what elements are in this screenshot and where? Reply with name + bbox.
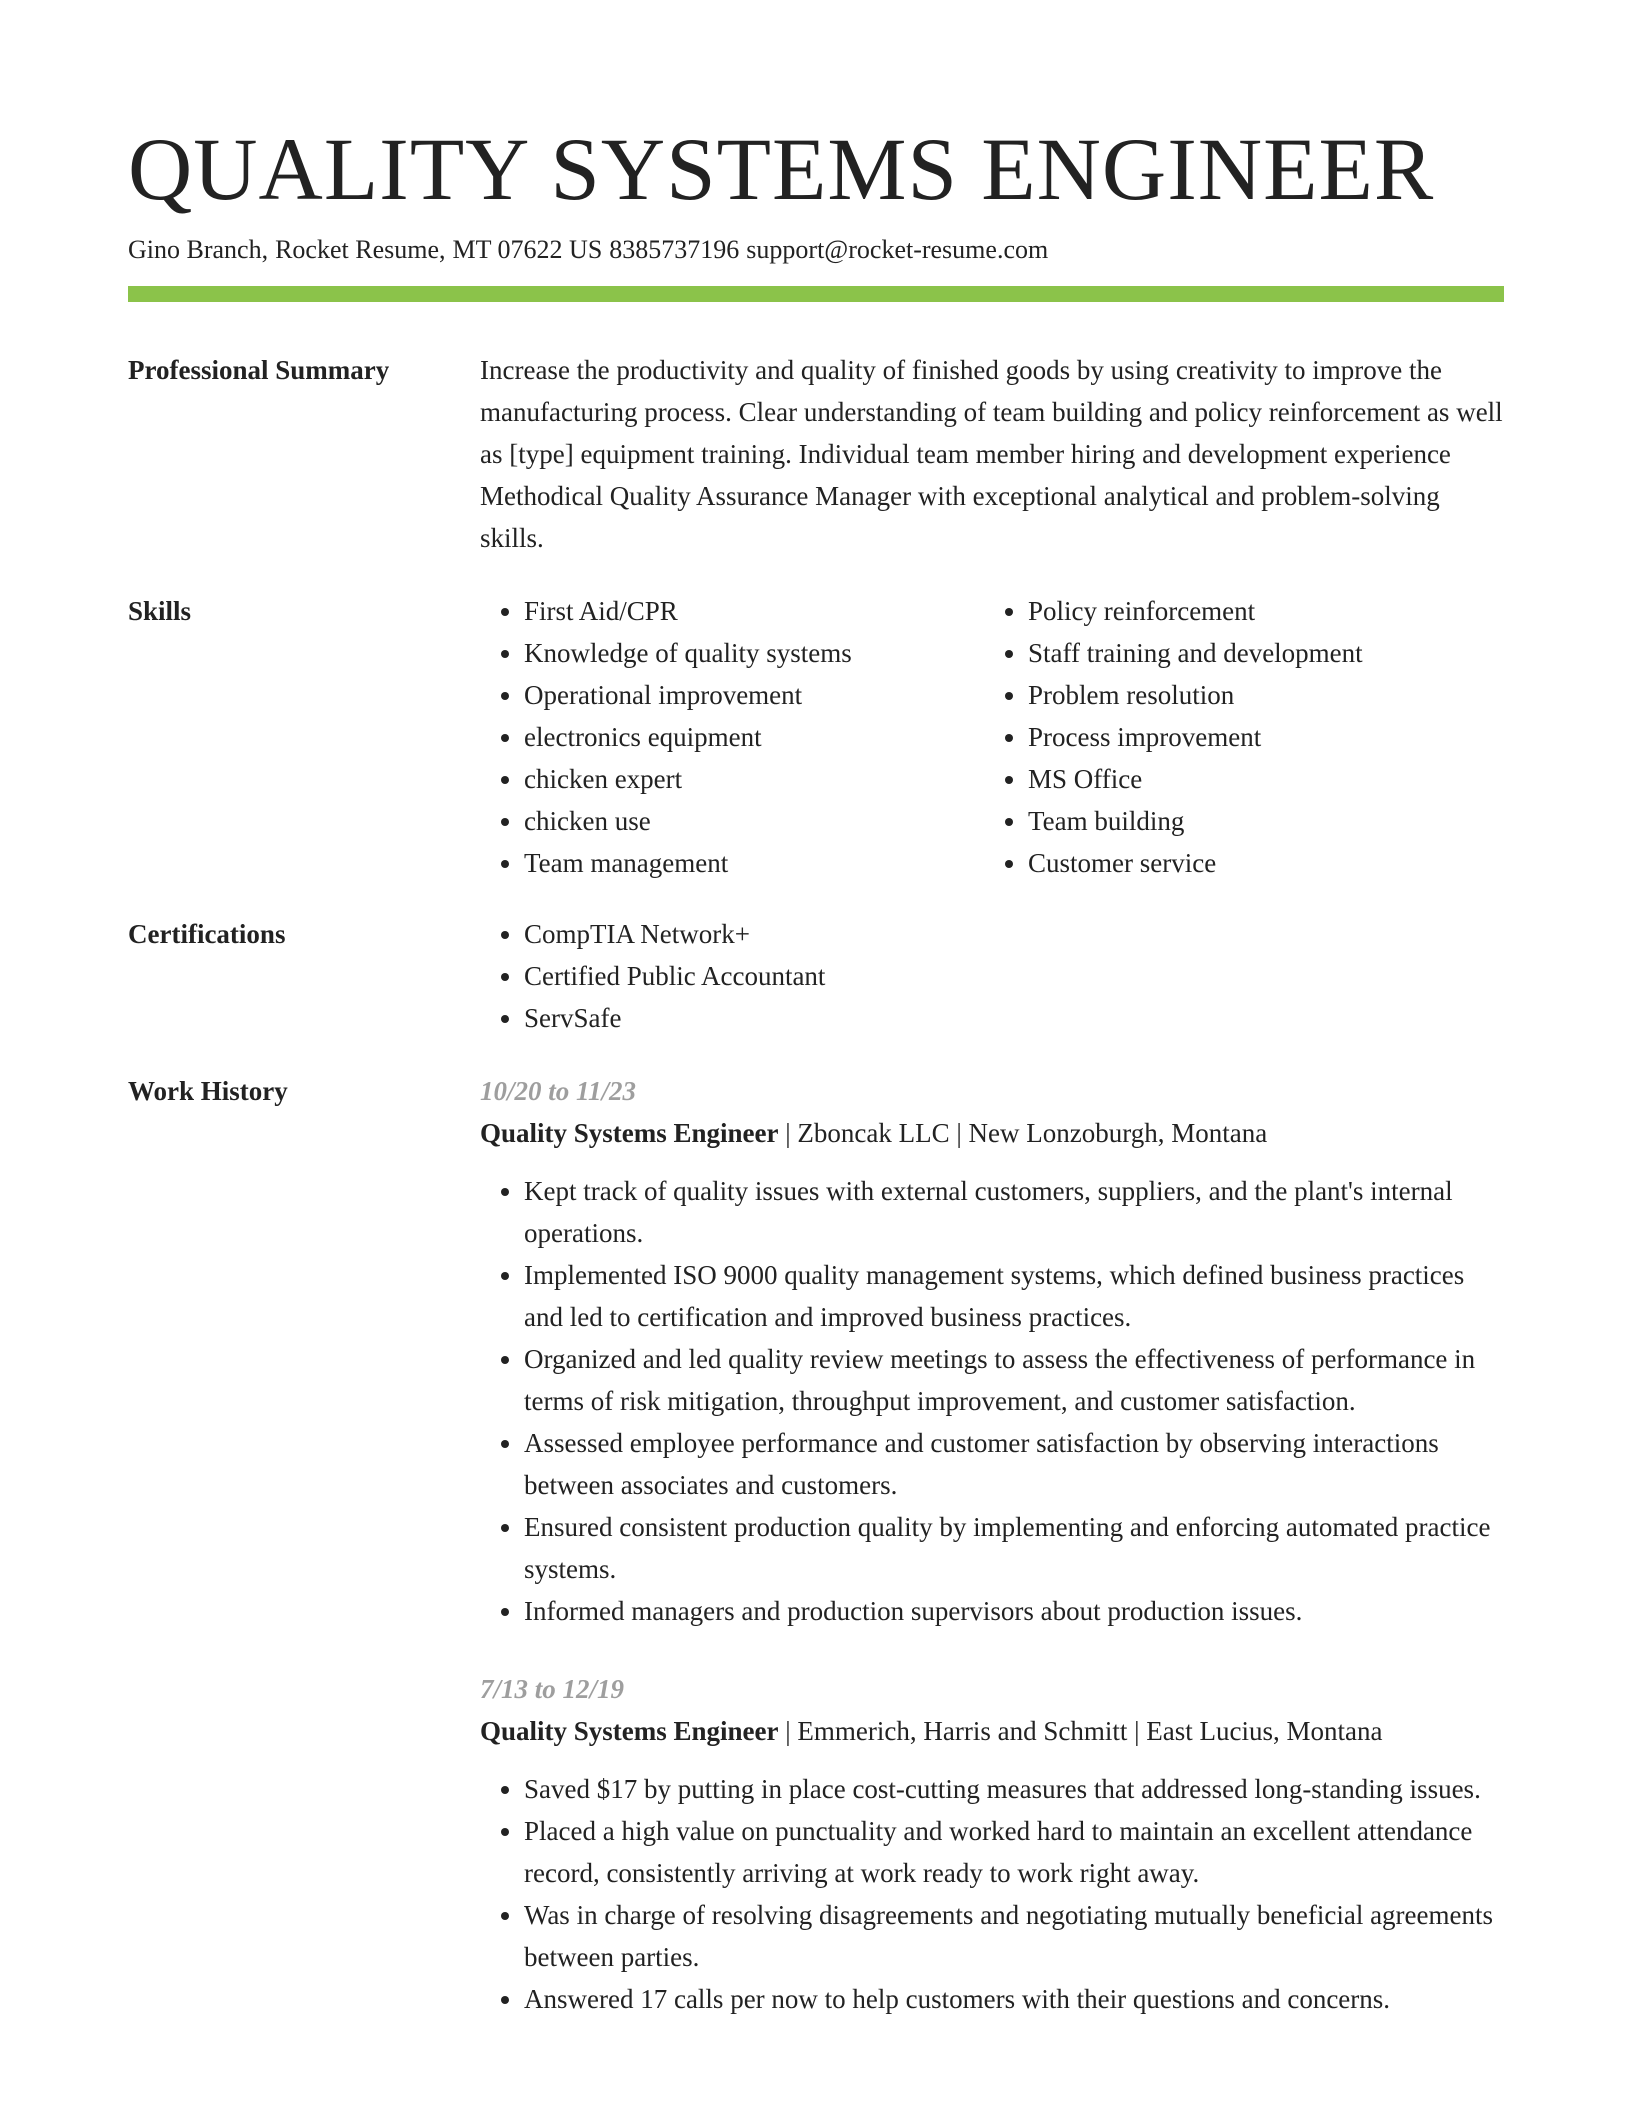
job-bullet: • Kept track of quality issues with external customers, suppliers, and the plant's internal operations. [524, 1170, 1506, 1254]
job-bullet: • Saved $17 by putting in place cost-cutting measures that addressed long-standing issues. [524, 1768, 1506, 1810]
resume-title: QUALITY SYSTEMS ENGINEER [128, 121, 1435, 219]
skill-item: • Staff training and development [1028, 632, 1488, 674]
job-title: Quality Systems Engineer [480, 1716, 779, 1746]
summary-body [480, 349, 1506, 559]
job-bullet: • Organized and led quality review meetings to assess the effectiveness of performance in terms of risk mitigation, throughput improvement, and customer satisfaction. [524, 1338, 1506, 1422]
section-label-summary: Professional Summary [128, 355, 390, 385]
job-details: | Zboncak LLC | New Lonzoburgh, Montana [778, 1118, 1268, 1148]
work-history-body [480, 1070, 1506, 2056]
certification-item: • Certified Public Accountant [524, 955, 1506, 997]
skill-item: • chicken use [524, 800, 984, 842]
contact-line [128, 233, 1055, 267]
skills-list-column-2 [984, 590, 1488, 884]
section-label-work-history: Work History [128, 1076, 288, 1106]
job-dates: 7/13 to 12/19 [480, 1674, 625, 1704]
job-bullets [480, 1170, 1506, 1632]
skill-item: • First Aid/CPR [524, 590, 984, 632]
skill-item: • Problem resolution [1028, 674, 1488, 716]
job-bullets [480, 1768, 1506, 2020]
section-label-skills: Skills [128, 596, 192, 626]
skill-item: • Customer service [1028, 842, 1488, 884]
job-heading [480, 1710, 1506, 1752]
summary-text: Increase the productivity and quality of finished goods by using creativity to improve the manufacturing process. Clear understanding of team building and policy reinforcement as well as [type] equipment training. Individual team member hiring and development experience Methodical Quality Assurance Manager with exceptional analytical and problem-solving skills. [480, 355, 1503, 553]
contact-email: support@rocket-resume.com [746, 235, 1049, 264]
certifications-body [480, 913, 1506, 1039]
certifications-list [480, 913, 1506, 1039]
skills-list-column-1 [480, 590, 984, 884]
job-title: Quality Systems Engineer [480, 1118, 779, 1148]
job-entry [480, 1668, 1506, 2020]
job-bullet: • Informed managers and production supervisors about production issues. [524, 1590, 1506, 1632]
skill-item: • electronics equipment [524, 716, 984, 758]
contact-location: MT 07622 US [452, 235, 603, 264]
job-bullet: • Assessed employee performance and customer satisfaction by observing interactions between associates and customers. [524, 1422, 1506, 1506]
job-bullet: • Was in charge of resolving disagreements and negotiating mutually beneficial agreements between parties. [524, 1894, 1506, 1978]
skills-columns [480, 590, 1506, 884]
accent-divider [128, 286, 1504, 302]
certification-item: • CompTIA Network+ [524, 913, 1506, 955]
job-bullet: • Placed a high value on punctuality and worked hard to maintain an excellent attendance record, consistently arriving at work ready to work right away. [524, 1810, 1506, 1894]
job-bullet: • Ensured consistent production quality by implementing and enforcing automated practice systems. [524, 1506, 1506, 1590]
job-dates: 10/20 to 11/23 [480, 1076, 637, 1106]
contact-name: Gino Branch, [128, 235, 269, 264]
job-bullet: • Answered 17 calls per now to help customers with their questions and concerns. [524, 1978, 1506, 2020]
job-bullet: • Implemented ISO 9000 quality management systems, which defined business practices and led to certification and improved business practices. [524, 1254, 1506, 1338]
skill-item: • Process improvement [1028, 716, 1488, 758]
skill-item: • Operational improvement [524, 674, 984, 716]
certification-item: • ServSafe [524, 997, 1506, 1039]
job-heading [480, 1112, 1506, 1154]
job-entry [480, 1070, 1506, 1632]
skill-item: • Team management [524, 842, 984, 884]
contact-company: Rocket Resume, [275, 235, 446, 264]
section-label-certifications: Certifications [128, 919, 286, 949]
skill-item: • Knowledge of quality systems [524, 632, 984, 674]
skill-item: • chicken expert [524, 758, 984, 800]
job-details: | Emmerich, Harris and Schmitt | East Lucius, Montana [778, 1716, 1383, 1746]
skill-item: • MS Office [1028, 758, 1488, 800]
skill-item: • Team building [1028, 800, 1488, 842]
contact-phone: 8385737196 [609, 235, 740, 264]
skill-item: • Policy reinforcement [1028, 590, 1488, 632]
